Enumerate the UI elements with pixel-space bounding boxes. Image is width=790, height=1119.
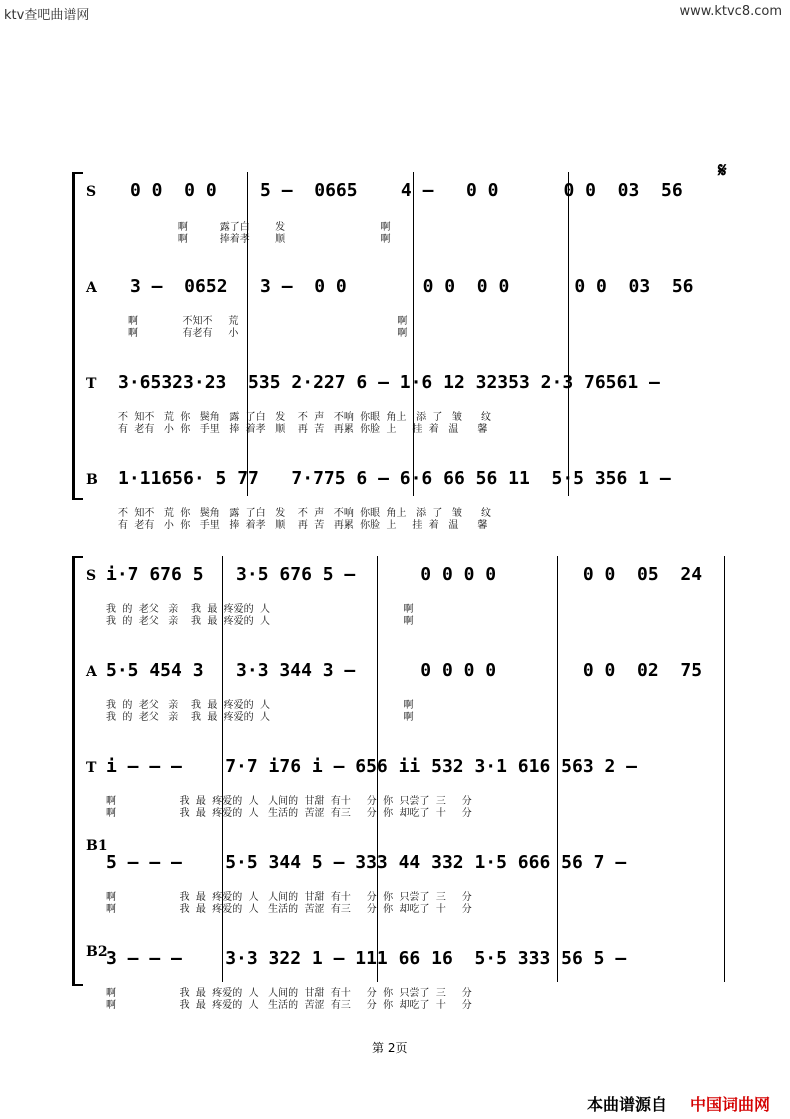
part-label: B1: [86, 838, 108, 854]
part-label: A: [86, 280, 97, 296]
watermark-right: www.ktvc8.com: [679, 4, 782, 19]
part-lyrics-1: 我 的 老父 亲 我 最 疼爱的 人 啊: [106, 604, 414, 615]
source-label: 本曲谱源自: [587, 1095, 668, 1114]
system2-brace: [72, 556, 83, 986]
source-site[interactable]: 中国词曲网: [690, 1095, 771, 1114]
part-lyrics-1: 啊 我 最 疼爱的 人 人间的 甘甜 有十 分 你 只尝了 三 分: [106, 892, 472, 903]
part-label: S: [86, 184, 97, 200]
part-lyrics-2: 啊 我 最 疼爱的 人 生活的 苦涩 有三 分 你 却吃了 十 分: [106, 808, 472, 819]
part-notes: 3·65323·23 535 2·227 6 — 1·6 12 32353 2·3 76561 —: [118, 372, 660, 393]
part-notes: i — — — 7·7 i76 i — 656 ii 532 3·1 616 563 2 —: [106, 756, 638, 777]
part-lyrics-2: 我 的 老父 亲 我 最 疼爱的 人 啊: [106, 712, 414, 723]
part-lyrics-2: 啊 我 最 疼爱的 人 生活的 苦涩 有三 分 你 却吃了 十 分: [106, 1000, 472, 1011]
part-notes: 3 — — — 3·3 322 1 — 111 66 16 5·5 333 56 5 —: [106, 948, 627, 969]
part-lyrics-2: 我 的 老父 亲 我 最 疼爱的 人 啊: [106, 616, 414, 627]
part-lyrics-2: 有 老有 小 你 手里 捧 着孝 顺 再 苦 再累 你脸 上 挂 着 温 馨: [118, 424, 488, 435]
watermark-left: ktv查吧曲谱网: [4, 8, 90, 23]
part-lyrics-2: 啊 我 最 疼爱的 人 生活的 苦涩 有三 分 你 却吃了 十 分: [106, 904, 472, 915]
part-notes: 0 0 0 0 5 — 0665 4 — 0 0 0 0 03 56: [130, 180, 683, 201]
system1-brace: [72, 172, 83, 500]
part-label: B: [86, 472, 98, 488]
part-label: T: [86, 376, 97, 392]
part-label: S: [86, 568, 97, 584]
page-number: 第 2页: [372, 1041, 408, 1055]
segno-icon: 𝄋: [718, 158, 727, 182]
part-notes: i·7 676 5 3·5 676 5 — 0 0 0 0 0 0 05 24: [106, 564, 703, 585]
part-lyrics-1: 不 知不 荒 你 鬓角 露 了白 发 不 声 不响 你眼 角上 添 了 皱 纹: [118, 508, 492, 519]
part-lyrics-2: 有 老有 小 你 手里 捧 着孝 顺 再 苦 再累 你脸 上 挂 着 温 馨: [118, 520, 488, 531]
system1-barline-2: [413, 172, 414, 496]
part-label: A: [86, 664, 97, 680]
part-lyrics-1: 啊 我 最 疼爱的 人 人间的 甘甜 有十 分 你 只尝了 三 分: [106, 988, 472, 999]
part-notes: 5 — — — 5·5 344 5 — 333 44 332 1·5 666 56 7 —: [106, 852, 627, 873]
part-lyrics-1: 啊 我 最 疼爱的 人 人间的 甘甜 有十 分 你 只尝了 三 分: [106, 796, 472, 807]
part-lyrics-2: 啊 有老有 小 啊: [128, 328, 408, 339]
system2-barline-4: [724, 556, 725, 982]
part-lyrics-1: 啊 不知不 荒 啊: [128, 316, 408, 327]
part-lyrics-1: 我 的 老父 亲 我 最 疼爱的 人 啊: [106, 700, 414, 711]
part-label: T: [86, 760, 97, 776]
part-notes: 1·11656· 5 77 7·775 6 — 6·6 66 56 11 5·5 356 1 —: [118, 468, 671, 489]
system1-barline-3: [568, 172, 569, 496]
part-lyrics-1: 啊 露了白 发 啊: [108, 222, 391, 233]
part-lyrics-2: 啊 捧着孝 顺 啊: [108, 234, 391, 245]
part-lyrics-1: 不 知不 荒 你 鬓角 露 了白 发 不 声 不响 你眼 角上 添 了 皱 纹: [118, 412, 492, 423]
part-notes: 5·5 454 3 3·3 344 3 — 0 0 0 0 0 0 02 75: [106, 660, 703, 681]
part-notes: 3 — 0652 3 — 0 0 0 0 0 0 0 0 03 56: [130, 276, 694, 297]
part-label: B2: [86, 944, 108, 960]
